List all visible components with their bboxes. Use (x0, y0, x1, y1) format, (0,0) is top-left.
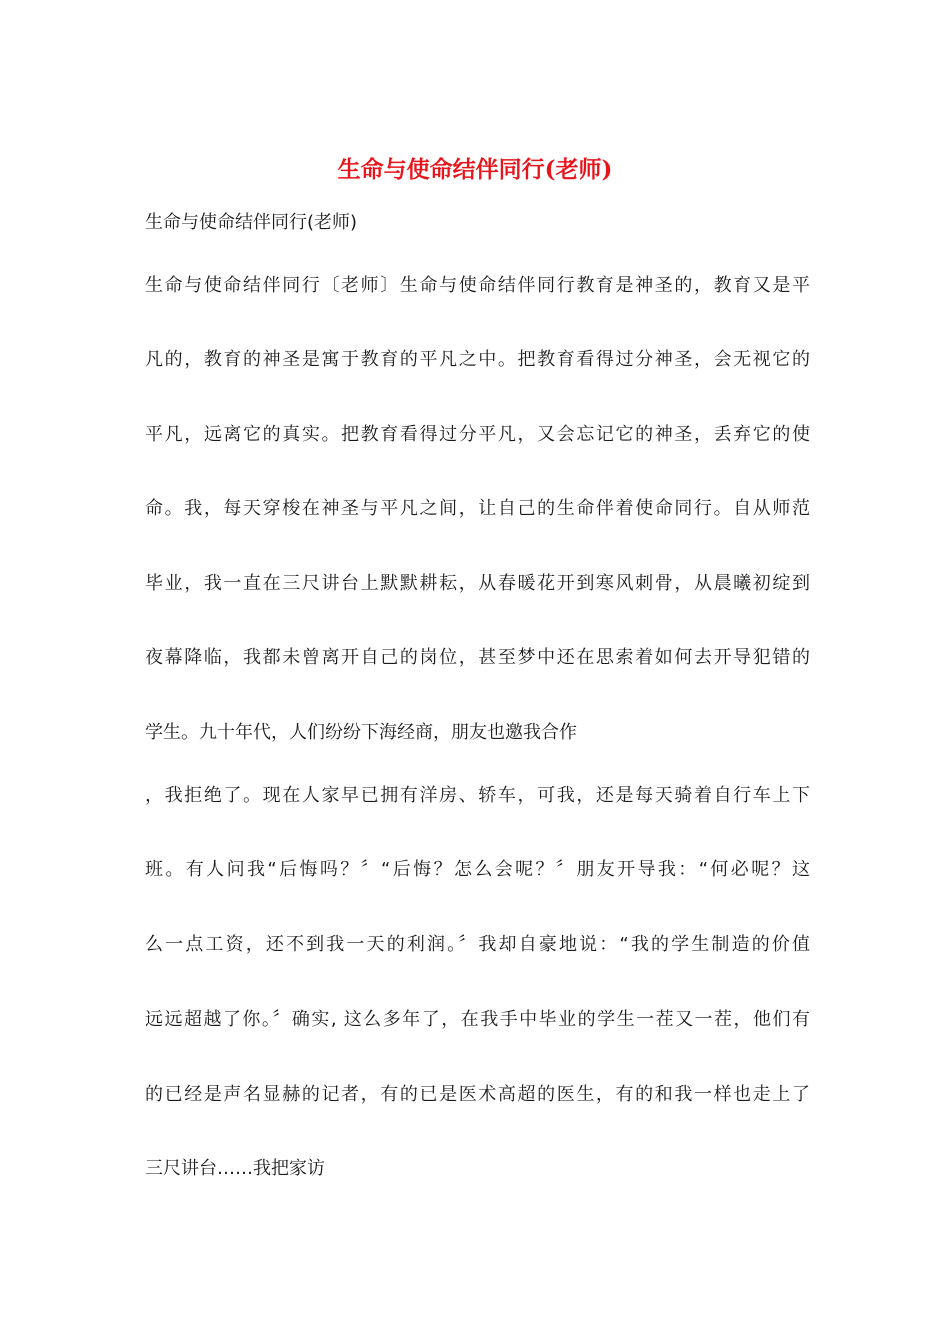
body-line: 的已经是声名显赫的记者，有的已是医术高超的医生，有的和我一样也走上了 (145, 1084, 810, 1105)
body-line: 三尺讲台……我把家访 (145, 1158, 325, 1179)
body-line: 平凡，远离它的真实。把教育看得过分平凡，又会忘记它的神圣，丢弃它的使 (145, 424, 810, 445)
body-line: 凡的，教育的神圣是寓于教育的平凡之中。把教育看得过分神圣，会无视它的 (145, 349, 810, 370)
body-line: 么一点工资，还不到我一天的利润。〞我却自豪地说：“我的学生制造的价值 (145, 934, 810, 955)
body-line: 学生。九十年代，人们纷纷下海经商，朋友也邀我合作 (145, 722, 577, 743)
body-line: 命。我，每天穿梭在神圣与平凡之间，让自己的生命伴着使命同行。自从师范 (145, 498, 810, 519)
body-line: 班。有人问我“后悔吗？〞“后悔？怎么会呢？〞朋友开导我：“何必呢？这 (145, 859, 810, 880)
body-line: 生命与使命结伴同行〔老师〕生命与使命结伴同行教育是神圣的，教育又是平 (145, 275, 810, 296)
body-line: 远远超越了你。〞确实, 这么多年了，在我手中毕业的学生一茬又一茬，他们有 (145, 1009, 810, 1030)
body-line: 毕业，我一直在三尺讲台上默默耕耘，从春暖花开到寒风刺骨，从晨曦初绽到 (145, 573, 810, 594)
document-title: 生命与使命结伴同行(老师) (337, 156, 613, 183)
body-line: ，我拒绝了。现在人家早已拥有洋房、轿车，可我，还是每天骑着自行车上下 (145, 785, 810, 806)
document-subtitle: 生命与使命结伴同行(老师) (145, 212, 358, 233)
body-line: 夜幕降临，我都未曾离开自己的岗位，甚至梦中还在思索着如何去开导犯错的 (145, 647, 810, 668)
